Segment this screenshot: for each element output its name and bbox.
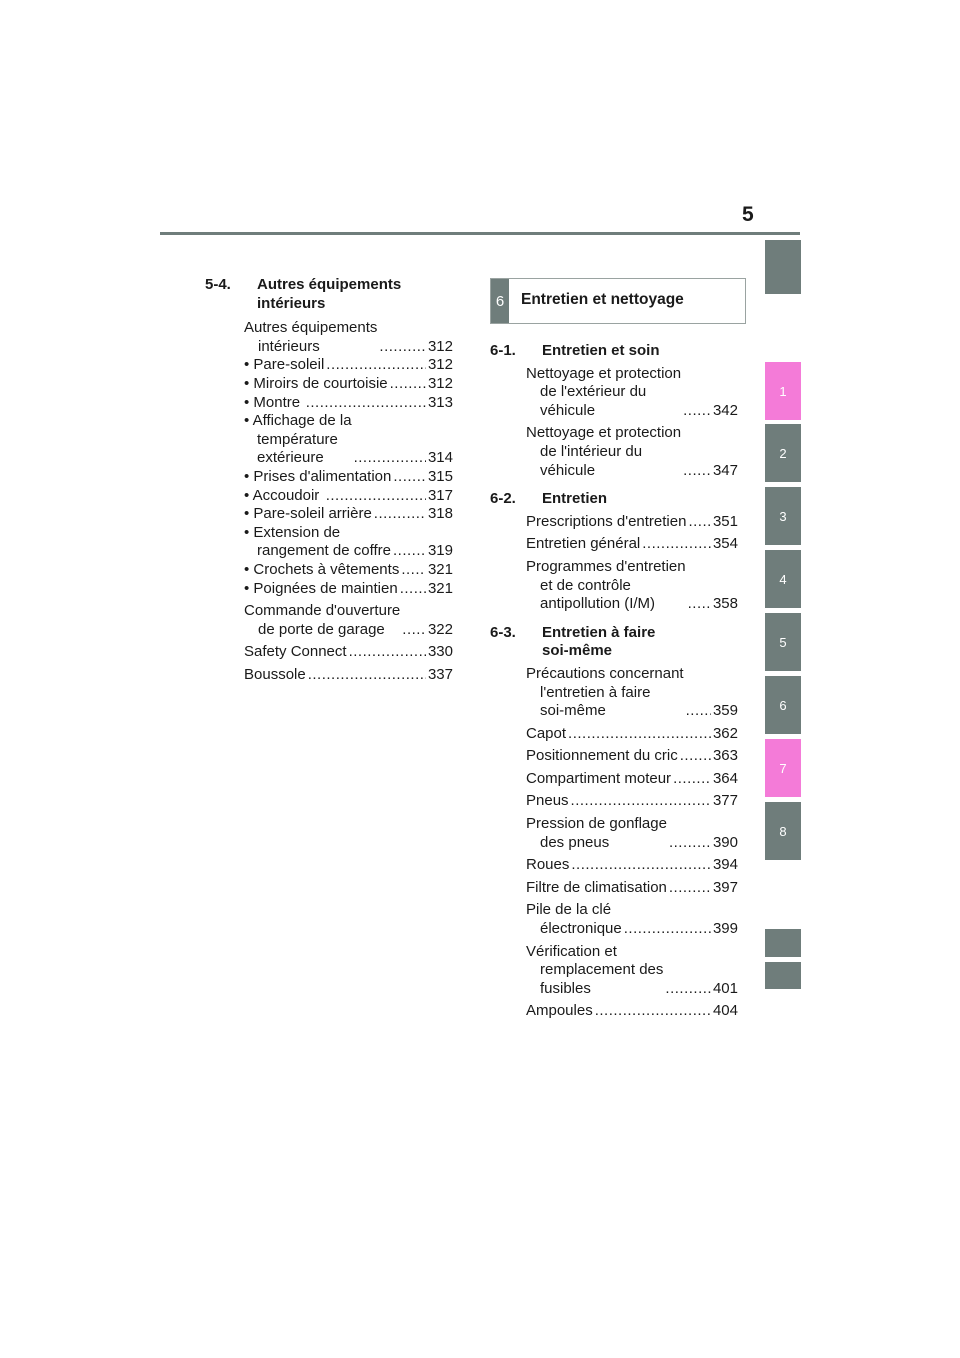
page-ref: 399 bbox=[712, 920, 738, 938]
section-number: 6-3. bbox=[490, 623, 516, 641]
toc-entry[interactable] bbox=[490, 665, 738, 721]
section-number: 6-1. bbox=[490, 342, 516, 359]
entry-title: Roues bbox=[526, 856, 570, 874]
toc-entry[interactable] bbox=[490, 513, 738, 532]
page-ref: 377 bbox=[712, 792, 738, 810]
leader-dots bbox=[673, 770, 711, 789]
page-ref: 319 bbox=[427, 542, 453, 560]
leader-dots bbox=[354, 449, 426, 468]
section-number: 6-2. bbox=[490, 490, 516, 508]
page-ref: 362 bbox=[712, 724, 738, 742]
chapter-tab[interactable]: 4 bbox=[765, 550, 801, 608]
entry-title: Autres équipements intérieurs bbox=[244, 319, 378, 355]
page-ref: 404 bbox=[712, 1002, 738, 1020]
leader-dots bbox=[326, 356, 426, 375]
page-ref: 317 bbox=[427, 486, 453, 504]
toc-entry[interactable] bbox=[205, 524, 453, 561]
toc-entry[interactable] bbox=[205, 356, 453, 375]
chapter-tab[interactable] bbox=[765, 962, 801, 989]
leader-dots bbox=[326, 487, 426, 506]
section-title: Entretien à faire soi-même bbox=[542, 623, 656, 660]
leader-dots bbox=[390, 375, 426, 394]
leader-dots bbox=[308, 666, 426, 685]
entry-title: • Miroirs de courtoisie bbox=[244, 374, 388, 392]
toc-section bbox=[490, 490, 738, 614]
toc-entry[interactable] bbox=[205, 580, 453, 599]
entry-title: Pneus bbox=[526, 792, 569, 810]
toc-entry[interactable] bbox=[205, 561, 453, 580]
toc-entry[interactable] bbox=[205, 666, 453, 685]
page-ref: 354 bbox=[712, 535, 738, 553]
entry-title: • Poignées de maintien bbox=[244, 579, 398, 597]
leader-dots bbox=[393, 542, 426, 561]
page-ref: 312 bbox=[427, 356, 453, 374]
leader-dots bbox=[669, 834, 711, 853]
leader-dots bbox=[665, 980, 711, 999]
toc-entry[interactable] bbox=[490, 424, 738, 480]
page-ref: 337 bbox=[427, 665, 453, 683]
entry-title: • Montre bbox=[244, 393, 301, 411]
entry-title: Compartiment moteur bbox=[526, 769, 672, 787]
entry-title: Capot bbox=[526, 724, 567, 742]
section-heading bbox=[205, 276, 453, 313]
toc-entry[interactable] bbox=[490, 725, 738, 744]
leader-dots bbox=[688, 513, 711, 532]
page-ref: 312 bbox=[427, 374, 453, 392]
entry-title: Programmes d'entretien et de contrôle antipollution (I/M) bbox=[526, 557, 686, 613]
page-ref: 363 bbox=[712, 747, 738, 765]
section-heading bbox=[490, 342, 738, 361]
entry-title: Pile de la clé électronique bbox=[526, 901, 622, 938]
leader-dots bbox=[688, 595, 711, 614]
header-rule bbox=[160, 232, 800, 235]
toc-entry[interactable] bbox=[205, 394, 453, 413]
section-heading bbox=[490, 490, 738, 509]
leader-dots bbox=[686, 702, 711, 721]
toc-entry[interactable] bbox=[490, 792, 738, 811]
page-ref: 321 bbox=[427, 560, 453, 578]
toc-entry[interactable] bbox=[490, 856, 738, 875]
chapter-heading-box bbox=[490, 278, 746, 324]
entry-title: Vérification et remplacement des fusibles bbox=[526, 942, 664, 997]
page-ref: 318 bbox=[427, 505, 453, 523]
entry-title: • Pare-soleil bbox=[244, 356, 325, 374]
chapter-tab[interactable]: 1 bbox=[765, 362, 801, 420]
page-ref: 314 bbox=[427, 449, 453, 467]
entry-title: Entretien général bbox=[526, 535, 641, 553]
chapter-tab[interactable]: 5 bbox=[765, 613, 801, 671]
page-ref: 390 bbox=[712, 833, 738, 851]
page-ref: 330 bbox=[427, 643, 453, 661]
page-ref: 321 bbox=[427, 579, 453, 597]
toc-entry[interactable] bbox=[490, 901, 738, 938]
chapter-number: 6 bbox=[491, 279, 509, 323]
page-ref: 401 bbox=[712, 979, 738, 997]
toc-entry[interactable] bbox=[490, 770, 738, 789]
chapter-tab[interactable]: 3 bbox=[765, 487, 801, 545]
entry-title: Prescriptions d'entretien bbox=[526, 512, 687, 530]
entry-title: Commande d'ouverture de porte de garage bbox=[244, 602, 401, 638]
leader-dots bbox=[568, 725, 711, 744]
entry-title: Boussole bbox=[244, 665, 306, 683]
page-number: 5 bbox=[742, 203, 754, 226]
toc-entry[interactable] bbox=[205, 375, 453, 394]
section-title: Entretien bbox=[542, 490, 608, 508]
page-ref: 342 bbox=[712, 401, 738, 419]
toc-entry[interactable] bbox=[205, 468, 453, 487]
page-ref: 313 bbox=[427, 393, 453, 411]
chapter-tab[interactable]: 7 bbox=[765, 739, 801, 797]
toc-entry[interactable] bbox=[205, 412, 453, 468]
entry-title: Positionnement du cric bbox=[526, 747, 678, 765]
toc-entry[interactable] bbox=[490, 815, 738, 852]
entry-title: • Prises d'alimentation bbox=[244, 467, 392, 485]
entry-title: • Crochets à vêtements bbox=[244, 560, 400, 578]
leader-dots bbox=[393, 468, 426, 487]
entry-title: Filtre de climatisation bbox=[526, 878, 667, 896]
chapter-tab[interactable]: 6 bbox=[765, 676, 801, 734]
toc-entry[interactable] bbox=[205, 505, 453, 524]
leader-dots bbox=[379, 338, 426, 357]
leader-dots bbox=[642, 535, 711, 554]
entry-title: • Accoudoir bbox=[244, 486, 320, 504]
page-ref: 359 bbox=[712, 702, 738, 720]
entry-title: Nettoyage et protection de l'extérieur du véhicule bbox=[526, 364, 682, 419]
toc-entry[interactable] bbox=[490, 747, 738, 766]
toc-section bbox=[490, 624, 738, 1021]
page-ref: 397 bbox=[712, 878, 738, 896]
chapter-tab[interactable] bbox=[765, 240, 801, 294]
section-title: Autres équipements intérieurs bbox=[257, 276, 402, 312]
page-ref: 364 bbox=[712, 769, 738, 787]
leader-dots bbox=[306, 394, 426, 413]
leader-dots bbox=[401, 561, 426, 580]
toc-entry[interactable] bbox=[490, 365, 738, 421]
leader-dots bbox=[374, 505, 426, 524]
toc-entry[interactable] bbox=[490, 943, 738, 999]
leader-dots bbox=[683, 462, 711, 481]
page-ref: 315 bbox=[427, 467, 453, 485]
chapter-title: Entretien et nettoyage bbox=[521, 291, 684, 308]
entry-title: Safety Connect bbox=[244, 643, 347, 661]
chapter-tab[interactable]: 8 bbox=[765, 802, 801, 860]
entry-title: Précautions concernant l'entretien à faire soi-même bbox=[526, 664, 684, 720]
leader-dots bbox=[624, 920, 711, 939]
leader-dots bbox=[680, 747, 711, 766]
entry-title: Nettoyage et protection de l'intérieur du véhicule bbox=[526, 424, 682, 479]
leader-dots bbox=[402, 621, 426, 640]
entry-title: Pression de gonflage des pneus bbox=[526, 815, 667, 851]
section-number: 5-4. bbox=[205, 276, 231, 293]
toc-entry[interactable] bbox=[490, 535, 738, 554]
toc-entry[interactable] bbox=[205, 319, 453, 356]
leader-dots bbox=[669, 879, 711, 898]
leader-dots bbox=[571, 792, 711, 811]
page-ref: 351 bbox=[712, 512, 738, 530]
chapter-tab[interactable]: 2 bbox=[765, 424, 801, 482]
page-ref: 347 bbox=[712, 461, 738, 479]
entry-title: Ampoules bbox=[526, 1002, 593, 1020]
leader-dots bbox=[571, 856, 711, 875]
leader-dots bbox=[595, 1002, 711, 1021]
entry-title: • Affichage de la température extérieure bbox=[244, 412, 352, 467]
page-ref: 312 bbox=[427, 337, 453, 355]
toc-entry[interactable] bbox=[490, 1002, 738, 1021]
page-ref: 358 bbox=[712, 595, 738, 613]
leader-dots bbox=[349, 643, 426, 662]
section-title: Entretien et soin bbox=[542, 342, 660, 359]
leader-dots bbox=[400, 580, 426, 599]
toc-entry[interactable] bbox=[490, 558, 738, 614]
toc-column-left bbox=[205, 276, 453, 684]
entry-title: • Extension de rangement de coffre bbox=[244, 523, 391, 560]
toc-section bbox=[490, 342, 738, 480]
section-heading bbox=[490, 624, 738, 661]
toc-entry[interactable] bbox=[205, 602, 453, 639]
toc-entry[interactable] bbox=[205, 643, 453, 662]
entry-title: • Pare-soleil arrière bbox=[244, 505, 372, 523]
toc-entry[interactable] bbox=[490, 879, 738, 898]
leader-dots bbox=[683, 402, 711, 421]
page-ref: 322 bbox=[427, 620, 453, 638]
page-ref: 394 bbox=[712, 856, 738, 874]
toc-column-right bbox=[490, 342, 738, 1021]
chapter-tab[interactable] bbox=[765, 929, 801, 957]
toc-entry[interactable] bbox=[205, 487, 453, 506]
